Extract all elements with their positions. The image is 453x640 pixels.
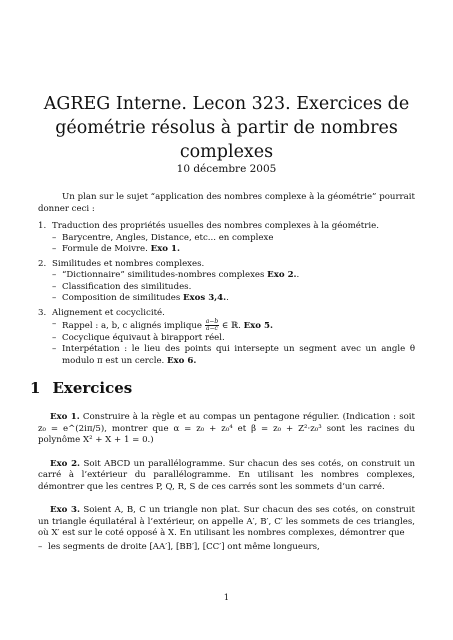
document-date: 10 décembre 2005 <box>176 163 277 175</box>
exo-ref: Exo 2. <box>267 270 297 280</box>
section-number: 1 <box>30 379 41 397</box>
exercise-3-item: – les segments de droite [AA′], [BB′], [CC′] ont même longueurs, <box>38 541 320 552</box>
page-number: 1 <box>223 593 230 603</box>
exercise-2 <box>38 459 415 494</box>
plan-subitem: – Rappel : a, b, c alignés implique $\frac{a-b}{a-c}$ ∈ ℝ. Exo 5. <box>52 318 273 332</box>
exercise-3 <box>38 505 415 540</box>
plan-number: 3. <box>38 307 47 318</box>
exercise-label: Exo 3. <box>50 505 80 515</box>
intro-paragraph: Un plan sur le sujet “application des nombres complexe à la géométrie” pourrait donner ceci : <box>38 192 415 214</box>
plan-item-1 <box>38 221 415 256</box>
exercise-label: Exo 2. <box>50 458 81 469</box>
plan-subitem: – Composition de similitudes Exos 3,4.. <box>52 293 229 303</box>
plan-item-2 <box>38 259 415 305</box>
exercises-block <box>38 412 415 553</box>
document-title: AGREG Interne. Lecon 323. Exercices de géométrie résolus à partir de nombres complexes <box>43 94 410 162</box>
section-heading <box>30 379 132 397</box>
fraction-formula: $\frac{a-b}{a-c}$ <box>205 318 219 332</box>
exercise-text: Construire à la règle et au compas un pentagone régulier. (Indication : soit z₀ = e^(2iπ/5), montrer que α = z₀ + z₀⁴ et β = z₀ + Z²·z₀³ sont les racines du polynôme X² + X + 1 = 0.) <box>38 412 415 445</box>
plan-title: Alignement et cocyclicité. <box>52 307 165 318</box>
plan-number: 2. <box>38 258 47 269</box>
plan-title: Similitudes et nombres complexes. <box>52 258 205 269</box>
exo-ref: Exo 1. <box>150 244 180 254</box>
section-title: Exercices <box>52 379 133 397</box>
plan-title: Traduction des propriétés usuelles des nombres complexes à la géométrie. <box>52 221 379 231</box>
exo-ref: Exo 5. <box>243 321 273 331</box>
exercise-1 <box>38 412 415 447</box>
plan-subitem: – Barycentre, Angles, Distance, etc... en complexe <box>52 232 274 243</box>
plan-list <box>38 221 415 367</box>
plan-subitem: – Cocyclique équivaut à birapport réel. <box>52 332 225 343</box>
exercise-text: Soient A, B, C un triangle non plat. Sur chacun des ses cotés, on construit un triangle équilatéral à l’extérieur, on appelle A′, B′, C′ les sommets de ces triangles, où X′ est sur le coté opposé à X. En utilisant les nombres complexes, démontrer que <box>38 505 416 538</box>
exo-ref: Exos 3,4. <box>182 293 227 303</box>
plan-subitem: – Interpétation : le lieu des points qui intersepte un segment avec un angle θ modulo π est un cercle. Exo 6. <box>52 344 415 366</box>
plan-block <box>38 192 415 370</box>
exercise-label: Exo 1. <box>50 412 80 422</box>
plan-subitem: – Classification des similitudes. <box>52 281 192 292</box>
plan-subitem: – Formule de Moivre. Exo 1. <box>52 244 180 254</box>
exo-ref: Exo 6. <box>167 355 197 366</box>
plan-item-3 <box>38 308 415 368</box>
exercise-3-list <box>38 542 415 554</box>
plan-number: 1. <box>38 221 47 231</box>
plan-subitem: – “Dictionnaire” similitudes-nombres complexes Exo 2.. <box>52 270 300 280</box>
exercise-text: Soit ABCD un parallélogramme. Sur chacun des ses cotés, on construit un carré à l’extérieur du parallélogramme. En utilisant les nombres complexes, démontrer que les centres P, Q, R, S de ces carrés sont les sommets d’un carré. <box>38 458 416 492</box>
